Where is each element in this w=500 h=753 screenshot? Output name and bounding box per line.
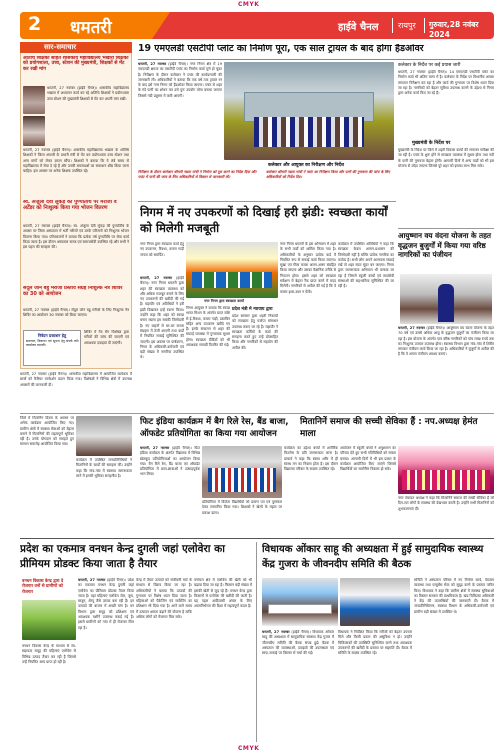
- right-col-subhead: मुख्यमंत्री के निर्देश पर: [412, 141, 451, 146]
- yojana-photo: [400, 274, 492, 324]
- fit-headline: फिट इंडिया कार्यक्रम में बैग रिले रेस, बैंड बाजा, ऑफडेट प्रतियोगिता का किया गया आयोजन: [140, 417, 289, 439]
- cmyk-marker-bottom: CMYK: [238, 745, 260, 752]
- bottom-left-body-1: वनधन विकास केन्द्र के माध्यम से स्व-सहायता समूह की महिलाएं एलोवेरा से विभिन्न उत्पाद तैयार कर रही हैं जिससे उन्हें नियमित आय प्राप्त हो रही है।: [22, 644, 76, 664]
- yojana-top-rule: [398, 228, 494, 229]
- bottom-left-body-2: धमतरी, 27 नवम्बर (हाईवे चैनल)। प्रदेश का एकमात्र वनधन केन्द्र दुगली जहां एलोवेरा का प्रीमियम प्रोडक्ट तैयार किया जाता है। यहां महिलाएं एलोवेरा जेल, जूस, साबुन, शैम्पू जैसे उत्पाद बना रही हैं। इन उत्पादों की बाजार में अच्छी मांग है। वन विभाग द्वारा समूह को प्रशिक्षण एवं आवश्यक मशीनें उपलब्ध कराई गई हैं। इससे ग्रामीणों को गांव में ही रोजगार मिल रहा है।: [78, 578, 134, 630]
- sidebar-item-2-body: धमतरी, 27 नवम्बर (हाईवे चैनल)। स्व. अंजुला देवी लुंकड़ की पुण्यतिथि के अवसर पर जिला अस्पताल में भर्ती मरीजों एवं उनके परिजनों को निःशुल्क भोजन वितरण किया गया। परिवारजनों ने बताया कि प्रत्येक वर्ष पुण्यतिथि पर सेवा कार्य किया जाता है। इस दौरान अस्पताल स्टाफ एवं समाजसेवी उपस्थित रहे और सभी ने इस पहल की सराहना की।: [23, 224, 129, 250]
- photo-label: कलेक्टर और आयुक्त का निरीक्षण और निर्देश: [268, 163, 344, 168]
- bottom-divider: [256, 542, 257, 742]
- fit-body-1: धमतरी, 27 नवम्बर (हाईवे चैनल)। फिट इंडिया कार्यक्रम के अंतर्गत विद्यालय में विभिन्न खेलकूद प्रतियोगिताओं का आयोजन किया गया। बैग रिले रेस, बैंड बाजा एवं ऑफडेट प्रतियोगिता में छात्र-छात्राओं ने उत्साहपूर्वक भाग लिया।: [140, 446, 200, 477]
- fit-photo: [202, 446, 282, 498]
- sidebar-ad-side: शिविर में नेत्र रोग विशेषज्ञ द्वारा मरीजों की जांच की जाएगी एवं आवश्यक दवाइयां दी जाएंगी।: [84, 330, 129, 345]
- nigam-body-3: निगम आयुक्त ने बताया कि स्वच्छ भारत मिशन के अंतर्गत प्राप्त राशि से ई-रिक्शा, कचरा गाड़ी, डस्टबिन सहित अन्य उपकरण खरीदे गए हैं। इनके संचालन से शहर की सफाई व्यवस्था में गुणात्मक सुधार होगा। स्वच्छता दीदियों को भी आवश्यक सामग्री वितरित की गई।: [186, 306, 230, 348]
- bottom-right-photo-table: [268, 604, 332, 614]
- sidebar-item-1-body-2: धमतरी, 27 नवम्बर (हाईवे चैनल)। शासकीय महाविद्यालय भखारा के अतिथि शिक्षकों ने जिला धमतरी के प्रभारी मंत्री से मेंट कर प्रयोगशाला उच्च स्टेशन तथा अन्य मांगों को लेकर ज्ञापन सौंपा। शिक्षकों ने बताया कि वे लंबे समय से महाविद्यालय में सेवा दे रहे हैं और उनकी समस्याओं का समाधान शीघ्र किया जाना चाहिए। इस अवसर पर अनेक शिक्षक उपस्थित रहे।: [23, 148, 129, 174]
- mitanin-photo-crowd: [402, 470, 490, 490]
- left-lower-body-3: कार्यक्रम में उपस्थित जनप्रतिनिधियों ने मितानिनों के कार्यों की सराहना की। उन्होंने कहा कि गांव-गांव में स्वास्थ्य जागरूकता लाने में इनकी भूमिका सराहनीय है।: [76, 458, 132, 478]
- left-lower-body-1: धमतरी, 27 नवम्बर (हाईवे चैनल)। शासकीय महाविद्यालय में आयोजित कार्यक्रम में छात्रों को कैरियर मार्गदर्शन प्रदान किया गया। विशेषज्ञों ने विभिन्न क्षेत्रों में उपलब्ध अवसरों की जानकारी दी।: [20, 372, 132, 387]
- sidebar-item-1-body: धमतरी, 27 नवम्बर (हाईवे चैनल)। शासकीय महाविद्यालय भखारा में अध्यापन कार्य कर रहे अतिथि शिक्षकों ने प्रयोगशाला उच्च स्टेशन की मुख्यमंत्री शिक्षकों से मेंट कर अपनी मांग रखी।: [47, 86, 129, 101]
- fit-photo-students: [208, 468, 276, 492]
- bottom-left-body-4: वनांचल क्षेत्र में एलोवेरा की खेती को भी बढ़ावा दिया जा रहा है। किसान बड़ी संख्या में इसकी खेती से जुड़ रहे हैं। वनधन केन्द्र द्वारा किसानों से एलोवेरा की खरीदी की जाती है। यह पहल आदिवासी अंचल के लिए आत्मनिर्भरता की दिशा में महत्वपूर्ण कदम है।: [194, 578, 252, 609]
- bottom-right-body-2: विधायक ने निर्देशित किया कि मरीजों को बेहतर उपचार मिले और किसी प्रकार की असुविधा न हो। उन्होंने चिकित्सकों की उपस्थिति सुनिश्चित करने तथा आवश्यक उपकरणों की खरीदी के प्रस्ताव पर सहमति दी। बैठक में समिति के सदस्य उपस्थित रहे।: [338, 630, 412, 656]
- fit-body-4: आयोजन में स्कूली बच्चों ने अनुशासन का परिचय देते हुए सभी गतिविधियों को सफल बनाया। आगामी दिनों में भी इस प्रकार के कार्यक्रम आयोजित किए जाएंगे जिससे विद्यार्थियों का सर्वांगीण विकास हो सके।: [340, 446, 396, 472]
- nigam-body-6: कार्यक्रम में उपस्थित अतिथियों ने कहा कि स्वच्छता केवल शासन-प्रशासन की जिम्मेदारी नहीं है बल्कि प्रत्येक नागरिक का कर्तव्य है। सभी लोग अपने आसपास सफाई रखें तो शहर स्वतः सुंदर बन जाएगा। निगम द्वारा जागरूकता अभियान भी चलाया जा रहा है जिसमें स्कूली बच्चों एवं स्वयंसेवी संस्थाओं की सहभागिता सुनिश्चित की जा रही है।: [338, 242, 394, 289]
- sidebar-ad-text: निवेदन प्रकाशन हेतु: [37, 333, 67, 338]
- nigam-top-rule: [138, 201, 396, 202]
- nigam-body-2: धमतरी, 27 नवम्बर (हाईवे चैनल)। नगर निगम धमतरी द्वारा शहर की स्वच्छता व्यवस्था को और अधिक मजबूत बनाने के लिए नए उपकरणों की खरीदी की गई है। महापौर एवं अतिथियों ने हरी झंडी दिखाकर इन्हें रवाना किया। उन्होंने कहा कि शहर को स्वच्छ बनाए रखना हम सबकी जिम्मेदारी है। नए वाहनों से घर-घर कचरा संग्रहण में तेजी आएगी तथा वार्डों में नियमित सफाई सुनिश्चित की जाएगी। इस अवसर पर पार्षदगण, निगम के अधिकारी-कर्मचारी एवं बड़ी संख्या में नागरिक उपस्थित थे।: [140, 276, 184, 360]
- bottom-left-body-3: केन्द्र में तैयार उत्पादों को संजीवनी मार्ट के माध्यम से विक्रय किया जा रहा है। अधिकारियों ने बताया कि उत्पादों की गुणवत्ता पर विशेष ध्यान दिया जाता है। महिलाओं को पैकेजिंग एवं मार्केटिंग का प्रशिक्षण भी दिया गया है। आने वाले समय में उत्पादन क्षमता बढ़ाने की योजना है ताकि अधिक लोगों को रोजगार मिल सके।: [136, 578, 192, 620]
- sidebar-item-3-body: धमतरी, 27 नवम्बर (हाईवे चैनल)। सेंदूल जोन बहु मरीजों के लिए निःशुल्क नेत्र शिविर का आयोजन 30 नवम्बर को किया जाएगा।: [23, 308, 129, 318]
- left-lower-photo: [76, 416, 132, 456]
- bottom-right-body-3: समिति ने अस्पताल परिसर में नए निर्माण कार्य, पेयजल व्यवस्था तथा एम्बुलेंस सेवा को सुदृढ़ करने के प्रस्ताव पारित किए। विधायक ने कहा कि ग्रामीण क्षेत्रों में स्वास्थ्य सुविधाओं का विस्तार सरकार की प्राथमिकता है। खंड चिकित्सा अधिकारी ने केंद्र की उपलब्धियों की जानकारी दी। बैठक में जनप्रतिनिधिगण, स्वास्थ्य विभाग के अधिकारी-कर्मचारी एवं ग्रामीण बड़ी संख्या में उपस्थित थे।: [414, 578, 494, 614]
- masthead-divider: [392, 18, 393, 33]
- nigam-headline: निगम में नए उपकरणों को दिखाई हरी झंडी: स्वच्छता कार्यों को मिलेगी मजबूती: [140, 205, 388, 235]
- bottom-right-body-1: धमतरी, 27 नवम्बर (हाईवे चैनल)। विधायक ओंकार साहू की अध्यक्षता में सामुदायिक स्वास्थ्य केंद्र गुजरा में जीवनदीप समिति की बैठक संपन्न हुई। बैठक में अस्पताल की व्यवस्थाओं, दवाइयों की उपलब्धता एवं साफ-सफाई पर विस्तार से चर्चा की गई।: [262, 630, 334, 656]
- bottom-right-photo-1: [262, 578, 338, 626]
- nigam-subhead: प्रदेश मंत्री मे न्यायाय द्वारा: [232, 307, 273, 312]
- bottom-right-headline: विधायक ओंकार साहू की अध्यक्षता में हुई सामुदायिक स्वास्थ्य केंद्र गुजरा के जीवनदीप समिति की बैठक: [262, 544, 484, 570]
- cmyk-marker-top: CMYK: [238, 1, 260, 8]
- page-number: 2: [28, 13, 42, 35]
- right-col-body-1: धमतरी, 27 नवम्बर (हाईवे चैनल)। 14 एमएलडी एसटीपी प्लांट का निर्माण कार्य भी अंतिम चरण में है। कलेक्टर के निर्देश पर विभागीय अमला लगातार निरीक्षण कर रहा है और कार्य की गुणवत्ता पर विशेष ध्यान दिया जा रहा है। नागरिकों को बेहतर सुविधा उपलब्ध कराने के उद्देश्य से निगम द्वारा अनेक कार्य किए जा रहे हैं।: [398, 70, 494, 96]
- mitanin-photo: [398, 446, 494, 494]
- yojana-body: धमतरी, 27 नवम्बर (हाईवे चैनल)। आयुष्मान वय वंदना योजना के तहत 70 वर्ष एवं उससे अधिक आयु के वृद्धजन बुजुर्गों का पंजीयन किया जा रहा है। इस योजना के अंतर्गत पात्र वरिष्ठ नागरिकों को पांच लाख रुपये तक का निःशुल्क उपचार उपलब्ध होगा। स्वास्थ्य विभाग द्वारा गांव-गांव में शिविर लगाकर पंजीयन कार्य किया जा रहा है। अधिकारियों ने बुजुर्गों से अपील की है कि वे अपना पंजीयन अवश्य कराएं।: [398, 326, 494, 357]
- bottom-left-headline: प्रदेश का एकमात्र वनधन केन्द्र दुगली जहां एलोवेरा का प्रीमियम प्रोडक्ट किया जाता है तैयार: [20, 543, 225, 570]
- mitanin-body: नगर पंचायत अध्यक्ष ने कहा कि मितानिनें समाज की सच्ची सेविका हैं जो दिन-रात लोगों के स्वास्थ्य की देखभाल करती हैं। उन्होंने सभी मितानिनों को शुभकामनाएं दीं।: [398, 496, 494, 511]
- main-story-col-1: धमतरी, 27 नवम्बर (हाईवे चैनल)। नगर निगम क्षेत्र में 19 एमएलडी क्षमता का एसटीपी प्लांट का निर्माण कार्य पूर्ण हो चुका है। निरीक्षण के दौरान कलेक्टर ने प्लांट की कार्यप्रणाली की जानकारी ली। अधिकारियों ने बताया कि एक वर्ष तक ट्रायल रन के बाद इसे नगर निगम को हैंडओवर किया जाएगा। प्लांट से शहर के गंदे पानी का शोधन कर उसे पुनः उपयोग योग्य बनाया जाएगा जिससे नदी प्रदूषण में कमी आएगी।: [138, 62, 222, 98]
- sidebar-item-3-title: सेंदूल जोन बहु मरीजों प्रस्ताव संग्रह निःशुल्क नेत्र शिविर का 30 को आयोजन: [23, 286, 123, 297]
- bottom-top-rule: [20, 538, 494, 539]
- city-name: रायपुर: [398, 21, 416, 30]
- masthead-bar: [20, 12, 494, 39]
- mitanin-headline: मितानिनें समाज की सच्ची सेविका हैं : नप.अध्यक्ष हेमंत माला: [300, 416, 494, 442]
- yojana-photo-person: [438, 284, 454, 322]
- nigam-body-1: नगर निगम द्वारा स्वच्छता कार्य हेतु नए उपकरण, रिक्शा, कचरा गाड़ी जनता को समर्पित।: [140, 242, 184, 257]
- issue-date: गुरुवार,28 नवंबर 2024: [429, 20, 479, 39]
- nigam-body-5: नगर निगम धमतरी के इस अभियान में शहर के सभी वार्डों को शामिल किया गया है। अधिकारियों के अनुसार प्रत्येक वार्ड में नियमित रूप से सफाई कार्य किया जाएगा। सूखा एवं गीला कचरा अलग-अलग संग्रहित किया जाएगा और उसका वैज्ञानिक तरीके से निपटान होगा। इससे शहर को स्वच्छता सर्वेक्षण में बेहतर रैंक प्राप्त करने में मदद मिलेगी। नागरिकों से अपील की गई है कि वे कचरा इधर-उधर न फेंकें।: [280, 242, 336, 294]
- sidebar-item-2-title: स्व. अंजुला देवी लुंकड़ की पुण्यतिथि पर मरीजों व अर्टेंडर को निःशुल्क किया गया भोजन वितरण: [23, 200, 117, 211]
- sidebar-photo-2: [23, 116, 45, 146]
- masthead-divider: [424, 18, 425, 33]
- sidebar-label: सार-समाचार: [20, 42, 132, 53]
- main-headline: 19 एमएलडी एसटीपी प्लांट का निर्माण पूरा, एक साल ट्रायल के बाद होगा हैंडओवर: [138, 44, 424, 54]
- right-col-title: कलेक्टर के निर्देश पर कई प्रयास जारी: [398, 63, 461, 68]
- main-photo-caption-left: निरीक्षण के दौरान कलेक्टर श्रीमती नम्रता गांधी ने निर्माण को पूरा करने का निर्देश दिया और प्लांट में पानी की जांच के लिए अधिकारियों से विस्तार से जानकारी ली।: [138, 170, 257, 179]
- sidebar-item-1-title: अतिथि शिक्षकों सहित शासकीय महाविद्यालय भखारा शिक्षकों को प्रयोगशाला, उच्च, स्टेशन की मुख्यमंत्री, शिक्षकों से मेंट कर रखी मांग: [23, 56, 129, 72]
- nigam-photo-vehicles: [192, 272, 272, 288]
- section-title: धमतरी: [70, 18, 112, 38]
- main-photo: [224, 62, 394, 160]
- nigam-photo: [186, 242, 278, 298]
- main-photo-people: [254, 117, 364, 147]
- paper-name: हाईवे चैनल: [338, 22, 379, 33]
- fit-body-3: कार्यक्रम का उद्देश्य बच्चों में शारीरिक फिटनेस के प्रति जागरूकता लाना है। प्राचार्य ने कहा कि स्वस्थ शरीर में ही स्वस्थ मन का निवास होता है। इस दौरान विद्यालय परिवार के सदस्य उपस्थित रहे।: [284, 446, 338, 472]
- bottom-left-subhead: वनधन विकास केन्द्र द्वारा दे रोजगार वनों से ग्रामीणों को रोजगार: [22, 578, 64, 594]
- nigam-caption: नगर निगम द्वारा स्वच्छता कार्यों: [204, 299, 244, 303]
- left-lower-body-2: जिले में मितानिन दिवस के अवसर पर अनेक कार्यक्रम आयोजित किए गए। ग्रामीण क्षेत्रों में स्वास्थ्य सेवाओं को बेहतर बनाने में मितानिनों की महत्वपूर्ण भूमिका रही है। उनके योगदान को सराहते हुए सम्मान समारोह आयोजित किया गया।: [20, 416, 74, 447]
- sidebar-ad-body: समाचार, विज्ञापन एवं सूचना हेतु संपर्क करें। कार्यालय धमतरी।: [26, 339, 79, 348]
- bottom-right-photo-2: [340, 578, 410, 626]
- fit-body-2: प्रतियोगिता में विजेता विद्यार्थियों को प्रमाण पत्र एवं पुरस्कार देकर सम्मानित किया गया। शिक्षकों ने खेलों के महत्व पर प्रकाश डाला।: [202, 500, 282, 515]
- main-photo-caption-right: कलेक्टर श्रीमती नम्रता गांधी ने प्लांट का निरीक्षण किया और पानी की गुणवत्ता की जांच के लिए अधिकारियों को निर्देश दिए।: [266, 170, 390, 179]
- yojana-headline: आयुष्मान वय वंदना योजना के तहत वृद्धजन बुजुर्गों में किया गया वरिष्ठ नागरिकों का पंजीयन: [398, 231, 492, 259]
- bottom-left-photo: [22, 600, 76, 640]
- sidebar-photo-1: [23, 86, 45, 114]
- fit-top-rule: [20, 413, 396, 414]
- main-headline-rule: [138, 59, 494, 60]
- sidebar-ad-box: [23, 330, 81, 366]
- nigam-body-4: प्रदेश सरकार द्वारा शहरी निकायों को स्वच्छता हेतु पर्याप्त संसाधन उपलब्ध कराए जा रहे हैं। महापौर ने स्वच्छता कर्मियों के कार्य की सराहना करते हुए उन्हें प्रोत्साहित किया और नागरिकों से सहयोग की अपील की।: [232, 314, 278, 350]
- right-col-body-2: मुख्यमंत्री के निर्देश पर जिले में शहरी विकास कार्यों की लगातार समीक्षा की जा रही है। प्लांट के शुरू होने से स्वच्छता व्यवस्था में सुधार होगा तथा नदी के पानी की गुणवत्ता बेहतर होगी। आगामी दिनों में अन्य वार्डों को भी इस योजना से जोड़ा जाएगा जिससे पूरे शहर को इसका लाभ मिल सके।: [398, 148, 494, 168]
- mitanin-top-rule: [398, 413, 494, 414]
